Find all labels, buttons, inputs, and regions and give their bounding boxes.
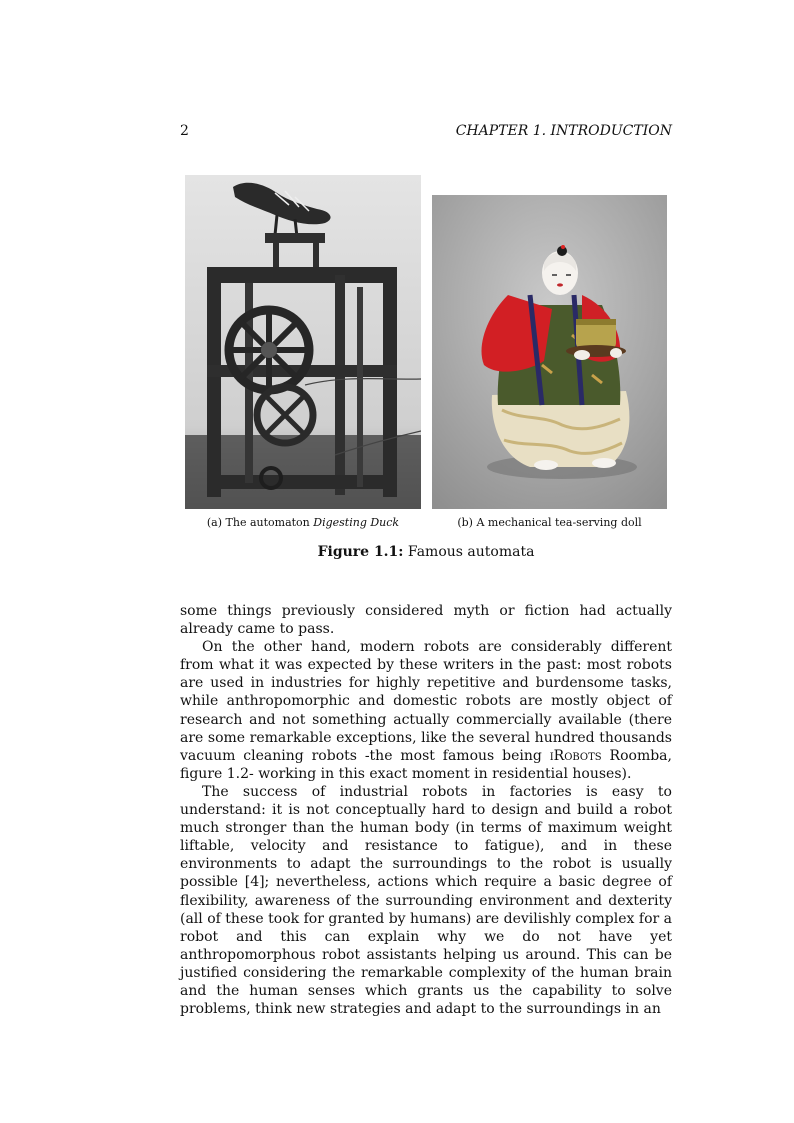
page-number: 2 [180, 123, 189, 139]
paragraph-2 [180, 638, 672, 783]
tea-serving-doll-photo [432, 195, 667, 509]
subcaption-a-italic: Digesting Duck [313, 516, 400, 529]
paragraph-2-text-before: On the other hand, modern robots are considerably different from what it was expected by these writers in the past: most robots are used in industries for highly repetitive and burdensome tasks, while anthropomorphic and domestic robots are mostly object of research and not something actually commercially available (there are some remarkable exceptions, like the several hundred thousands vacuum cleaning robots -the most famous being [180, 639, 672, 764]
brand-name: iRobots [549, 747, 602, 764]
body-text [180, 602, 672, 1018]
paragraph-1: some things previously considered myth or fiction had actually already came to pass. [180, 603, 672, 638]
subcaption-a-text: (a) The automaton [206, 516, 314, 529]
page-header [180, 123, 672, 143]
chapter-title: CHAPTER 1. INTRODUCTION [455, 123, 672, 139]
subcaption-b: (b) A mechanical tea-serving doll [457, 516, 642, 529]
subcaption-a [185, 516, 421, 529]
digesting-duck-photo [185, 175, 421, 509]
paragraph-3: The success of industrial robots in factories is easy to understand: it is not conceptually hard to design and build a robot much stronger than the human body (in terms of maximum weight liftable, velocity and resistance to fatigue), and in these environments to adapt the surroundings to the robot is usually possible [4]; nevertheless, actions which require a basic degree of flexibility, awareness of the surrounding environment and dexterity (all of these took for granted by humans) are devilishly complex for a robot and this can explain why we do not have yet anthropomorphous robot assistants helping us around. This can be justified considering the remarkable complexity of the human brain and the human senses which grants us the capability to solve problems, think new strategies and adapt to the surroundings in an [180, 783, 672, 1018]
figure-caption [180, 544, 672, 560]
figure-caption-label: Figure 1.1: [317, 544, 404, 560]
paragraph-2-text-after: Roomba, figure 1.2- working in this exact moment in residential houses). [180, 747, 672, 782]
figure-caption-text: Famous automata [403, 544, 535, 560]
